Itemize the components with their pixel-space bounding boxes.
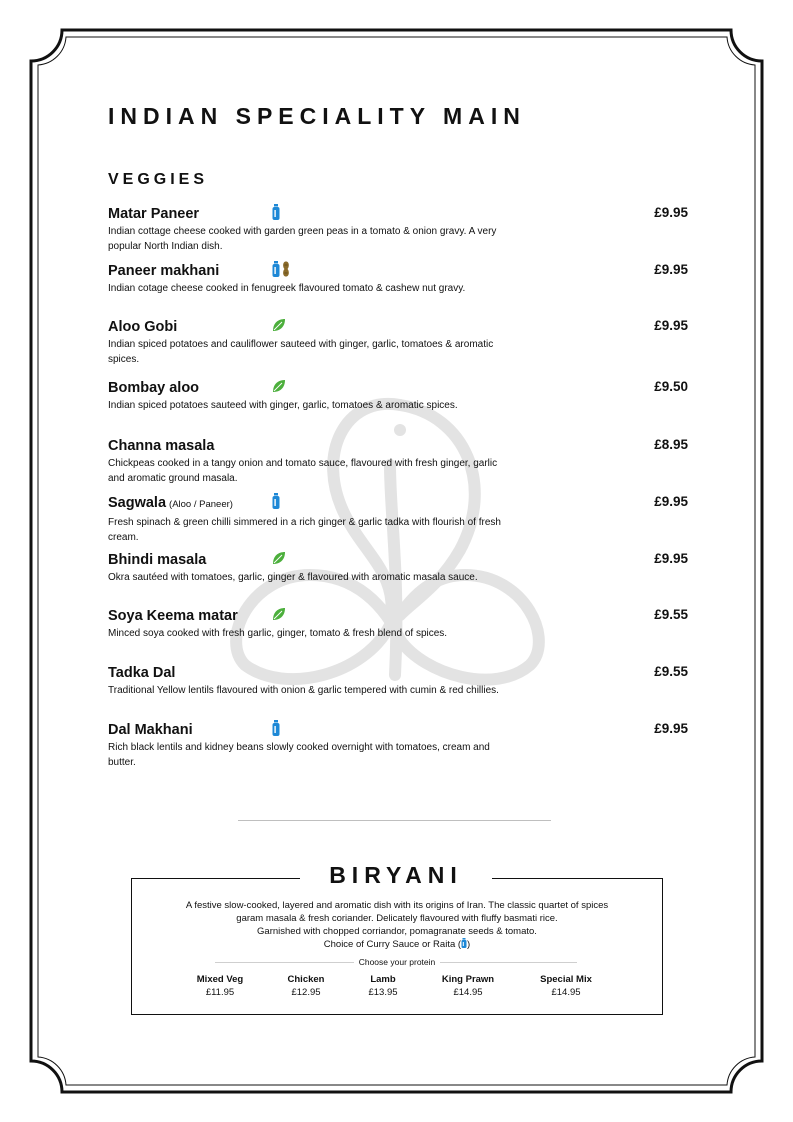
dairy-icon xyxy=(272,204,280,225)
menu-item-price: £9.55 xyxy=(654,664,688,679)
menu-item-description: Minced soya cooked with fresh garlic, ginger, tomato & fresh blend of spices. xyxy=(108,628,448,639)
menu-item-price: £9.95 xyxy=(654,494,688,509)
menu-item-price: £9.95 xyxy=(654,721,688,736)
protein-option xyxy=(423,973,513,999)
dairy-icon xyxy=(272,261,280,282)
dietary-icons xyxy=(272,319,286,335)
menu-item-price: £9.95 xyxy=(654,551,688,566)
menu-item-description: Okra sautéed with tomatoes, garlic, ginger & flavoured with aromatic masala sauce. xyxy=(108,572,478,583)
menu-item xyxy=(108,318,688,367)
menu-item-price: £8.95 xyxy=(654,437,688,452)
dietary-icons xyxy=(272,608,286,624)
menu-item-name xyxy=(108,664,688,682)
protein-label-text: Choose your protein xyxy=(354,957,441,967)
menu-item-title: Aloo Gobi xyxy=(108,319,178,335)
vegan-leaf-icon xyxy=(272,379,286,398)
menu-item xyxy=(108,721,688,770)
menu-item xyxy=(108,494,688,545)
menu-item xyxy=(108,664,688,698)
menu-item xyxy=(108,551,688,585)
menu-item-description: Chickpeas cooked in a tangy onion and tomato sauce, flavoured with fresh ginger, garlic and aromatic ground masala. xyxy=(108,458,498,484)
dietary-icons xyxy=(272,495,280,511)
menu-item-name xyxy=(108,607,688,625)
section-divider xyxy=(238,820,551,821)
menu-item-description: Indian cottage cheese cooked with garden green peas in a tomato & onion gravy. A very popular North Indian dish. xyxy=(108,226,497,252)
menu-item-title: Channa masala xyxy=(108,438,215,454)
nut-icon xyxy=(282,261,290,282)
protein-option xyxy=(175,973,265,999)
menu-item-name xyxy=(108,721,688,739)
menu-item-price: £9.55 xyxy=(654,607,688,622)
menu-item-price: £9.95 xyxy=(654,262,688,277)
protein-option-price: £11.95 xyxy=(205,987,235,998)
vegan-leaf-icon xyxy=(272,318,286,337)
protein-option xyxy=(338,973,428,999)
protein-option-price: £14.95 xyxy=(551,987,581,998)
menu-item-title: Matar Paneer xyxy=(108,206,200,222)
section-title-veggies: VEGGIES xyxy=(108,171,209,188)
biryani-choice-line xyxy=(131,938,663,951)
menu-item-note: (Aloo / Paneer) xyxy=(169,499,233,510)
menu-item-name xyxy=(108,551,688,569)
protein-option-price: £14.95 xyxy=(453,987,483,998)
menu-item-name xyxy=(108,379,688,397)
menu-item-title: Dal Makhani xyxy=(108,722,193,738)
biryani-desc-line: A festive slow-cooked, layered and aromatic dish with its origins of Iran. The classic quartet of spices xyxy=(185,900,609,911)
dietary-icons xyxy=(272,206,280,222)
biryani-desc-line: garam masala & fresh coriander. Delicately flavoured with fluffy basmati rice. xyxy=(236,913,558,924)
menu-item-price: £9.95 xyxy=(654,205,688,220)
choice-prefix: Choice of Curry Sauce or Raita ( xyxy=(323,939,462,950)
protein-option-price: £12.95 xyxy=(291,987,321,998)
protein-option-name: Mixed Veg xyxy=(196,974,244,985)
biryani-description xyxy=(131,899,663,951)
protein-option-price: £13.95 xyxy=(368,987,398,998)
menu-item-description: Traditional Yellow lentils flavoured with onion & garlic tempered with cumin & red chillies. xyxy=(108,685,499,696)
protein-label xyxy=(131,957,663,967)
vegan-leaf-icon xyxy=(272,607,286,626)
menu-item xyxy=(108,205,688,254)
protein-option-name: Special Mix xyxy=(540,974,592,985)
menu-item-title: Paneer makhani xyxy=(108,263,220,279)
menu-item-name xyxy=(108,494,688,514)
biryani-desc-line: Garnished with chopped corriandor, pomagranate seeds & tomato. xyxy=(257,926,537,937)
dairy-icon xyxy=(272,720,280,741)
menu-item-name xyxy=(108,205,688,223)
menu-item-name xyxy=(108,318,688,336)
menu-item-title: Tadka Dal xyxy=(108,665,176,681)
choice-suffix: ) xyxy=(467,939,471,950)
dietary-icons xyxy=(272,722,280,738)
menu-item-title: Sagwala xyxy=(108,495,167,511)
menu-item xyxy=(108,607,688,641)
dietary-icons xyxy=(272,552,286,568)
menu-item-description: Indian spiced potatoes sauteed with ginger, garlic, tomatoes & aromatic spices. xyxy=(108,400,458,411)
menu-item-description: Rich black lentils and kidney beans slowly cooked overnight with tomatoes, cream and butter. xyxy=(108,742,490,768)
menu-item-description: Fresh spinach & green chilli simmered in a rich ginger & garlic tadka with flourish of fresh cream. xyxy=(108,517,501,543)
section-title-biryani: BIRYANI xyxy=(300,861,492,889)
menu-item xyxy=(108,437,688,486)
menu-item-description: Indian spiced potatoes and cauliflower sauteed with ginger, garlic, tomatoes & aromatic spices. xyxy=(108,339,494,365)
menu-item xyxy=(108,262,688,296)
menu-item-name xyxy=(108,437,688,455)
menu-item-price: £9.50 xyxy=(654,379,688,394)
menu-item-title: Bombay aloo xyxy=(108,380,200,396)
protein-option-name: Chicken xyxy=(287,974,325,985)
menu-item-title: Bhindi masala xyxy=(108,552,207,568)
protein-option xyxy=(521,973,611,999)
protein-option-name: King Prawn xyxy=(441,974,495,985)
vegan-leaf-icon xyxy=(272,551,286,570)
menu-item-title: Soya Keema matar xyxy=(108,608,238,624)
menu-item xyxy=(108,379,688,413)
protein-option-name: Lamb xyxy=(370,974,396,985)
menu-item-name xyxy=(108,262,688,280)
page-title: INDIAN SPECIALITY MAIN xyxy=(108,103,526,129)
dietary-icons xyxy=(272,380,286,396)
dietary-icons xyxy=(272,263,290,279)
dairy-icon xyxy=(272,493,280,514)
menu-item-price: £9.95 xyxy=(654,318,688,333)
menu-item-description: Indian cotage cheese cooked in fenugreek flavoured tomato & cashew nut gravy. xyxy=(108,283,466,294)
